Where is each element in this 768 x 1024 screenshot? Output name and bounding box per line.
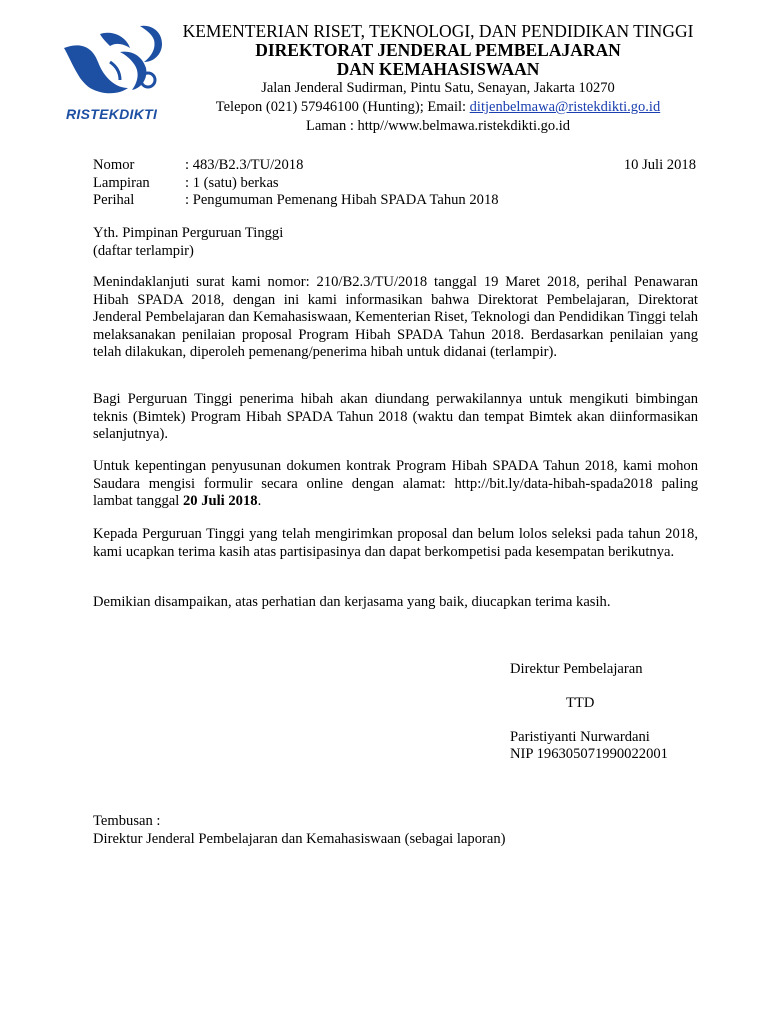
recipient-block	[93, 225, 698, 260]
cc-block	[93, 813, 698, 848]
p3-text: Untuk kepentingan penyusunan dokumen kontrak Program Hibah SPADA Tahun 2018, kami mohon Saudara mengisi formulir secara online dengan alamat: http://bit.ly/data-hibah-spada2018 paling lambat tanggal	[93, 458, 698, 509]
signature-name: Paristiyanti Nurwardani	[510, 729, 650, 745]
email-link[interactable]: ditjenbelmawa@ristekdikti.go.id	[469, 99, 661, 115]
body-paragraph-5: Demikian disampaikan, atas perhatian dan kerjasama yang baik, diucapkan terima kasih.	[93, 594, 611, 610]
body-paragraph-3	[93, 458, 698, 511]
perihal-label: Perihal	[93, 192, 135, 208]
nomor-value: : 483/B2.3/TU/2018	[185, 157, 304, 173]
meta-row-nomor	[93, 157, 703, 175]
signature-title: Direktur Pembelajaran	[510, 661, 643, 677]
letter-date: 10 Juli 2018	[623, 157, 696, 173]
body-paragraph-4: Kepada Perguruan Tinggi yang telah mengirimkan proposal dan belum lolos seleksi pada tahun 2018, kami ucapkan terima kasih atas partisipasinya dan dapat berkompetisi pada kesempatan berikutnya.	[93, 526, 698, 560]
ristekdikti-logo	[60, 22, 170, 130]
cc-label: Tembusan :	[93, 813, 161, 829]
body-paragraph-1: Menindaklanjuti surat kami nomor: 210/B2.3/TU/2018 tanggal 19 Maret 2018, perihal Penawaran Hibah SPADA 2018, dengan ini kami informasikan bahwa Direktorat Pembelajaran, Direktorat Jenderal Pembelajaran dan Kemahasiswaan, Kementerian Riset, Teknologi dan Pendidikan Tinggi telah melaksanakan penilaian proposal Program Hibah SPADA Tahun 2018. Berdasarkan penilaian yang telah dilakukan, diperoleh pemenang/penerima hibah untuk didanai (terlampir).	[93, 274, 699, 360]
directorate-line2: DAN KEMAHASISWAAN	[336, 59, 540, 79]
body-paragraph-2: Bagi Perguruan Tinggi penerima hibah akan diundang perwakilannya untuk mengikuti bimbingan teknis (Bimtek) Program Hibah SPADA Tahun 2018 (waktu dan tempat Bimtek akan diinformasikan selanjutnya).	[93, 391, 698, 442]
recipient-line2: (daftar terlampir)	[93, 242, 194, 259]
lampiran-value: : 1 (satu) berkas	[185, 174, 279, 191]
letterhead	[168, 22, 708, 136]
signature-ttd: TTD	[566, 695, 595, 711]
ristekdikti-emblem-icon	[60, 22, 170, 104]
meta-row-perihal	[93, 192, 703, 210]
p3-deadline: 20 Juli 2018	[182, 493, 258, 509]
lampiran-label: Lampiran	[93, 174, 150, 191]
signature-nip: NIP 196305071990022001	[510, 746, 668, 762]
directorate-line1: DIREKTORAT JENDERAL PEMBELAJARAN	[255, 40, 621, 60]
perihal-value: : Pengumuman Pemenang Hibah SPADA Tahun 2018	[185, 192, 499, 208]
letter-meta	[93, 157, 703, 210]
logo-wordmark: RISTEKDIKTI	[66, 106, 158, 122]
cc-line1: Direktur Jenderal Pembelajaran dan Kemahasiswaan (sebagai laporan)	[93, 830, 506, 847]
ministry-name: KEMENTERIAN RISET, TEKNOLOGI, DAN PENDIDIKAN TINGGI	[182, 21, 694, 41]
recipient-line1: Yth. Pimpinan Perguruan Tinggi	[93, 225, 284, 241]
p3-end: .	[257, 493, 262, 509]
phone-text: Telepon (021) 57946100 (Hunting); Email:	[215, 99, 470, 115]
contact-line	[168, 98, 708, 117]
meta-row-lampiran	[93, 175, 703, 193]
nomor-label: Nomor	[93, 157, 135, 173]
website-line: Laman : http//www.belmawa.ristekdikti.go.id	[305, 118, 571, 134]
address-line: Jalan Jenderal Sudirman, Pintu Satu, Senayan, Jakarta 10270	[261, 80, 615, 96]
